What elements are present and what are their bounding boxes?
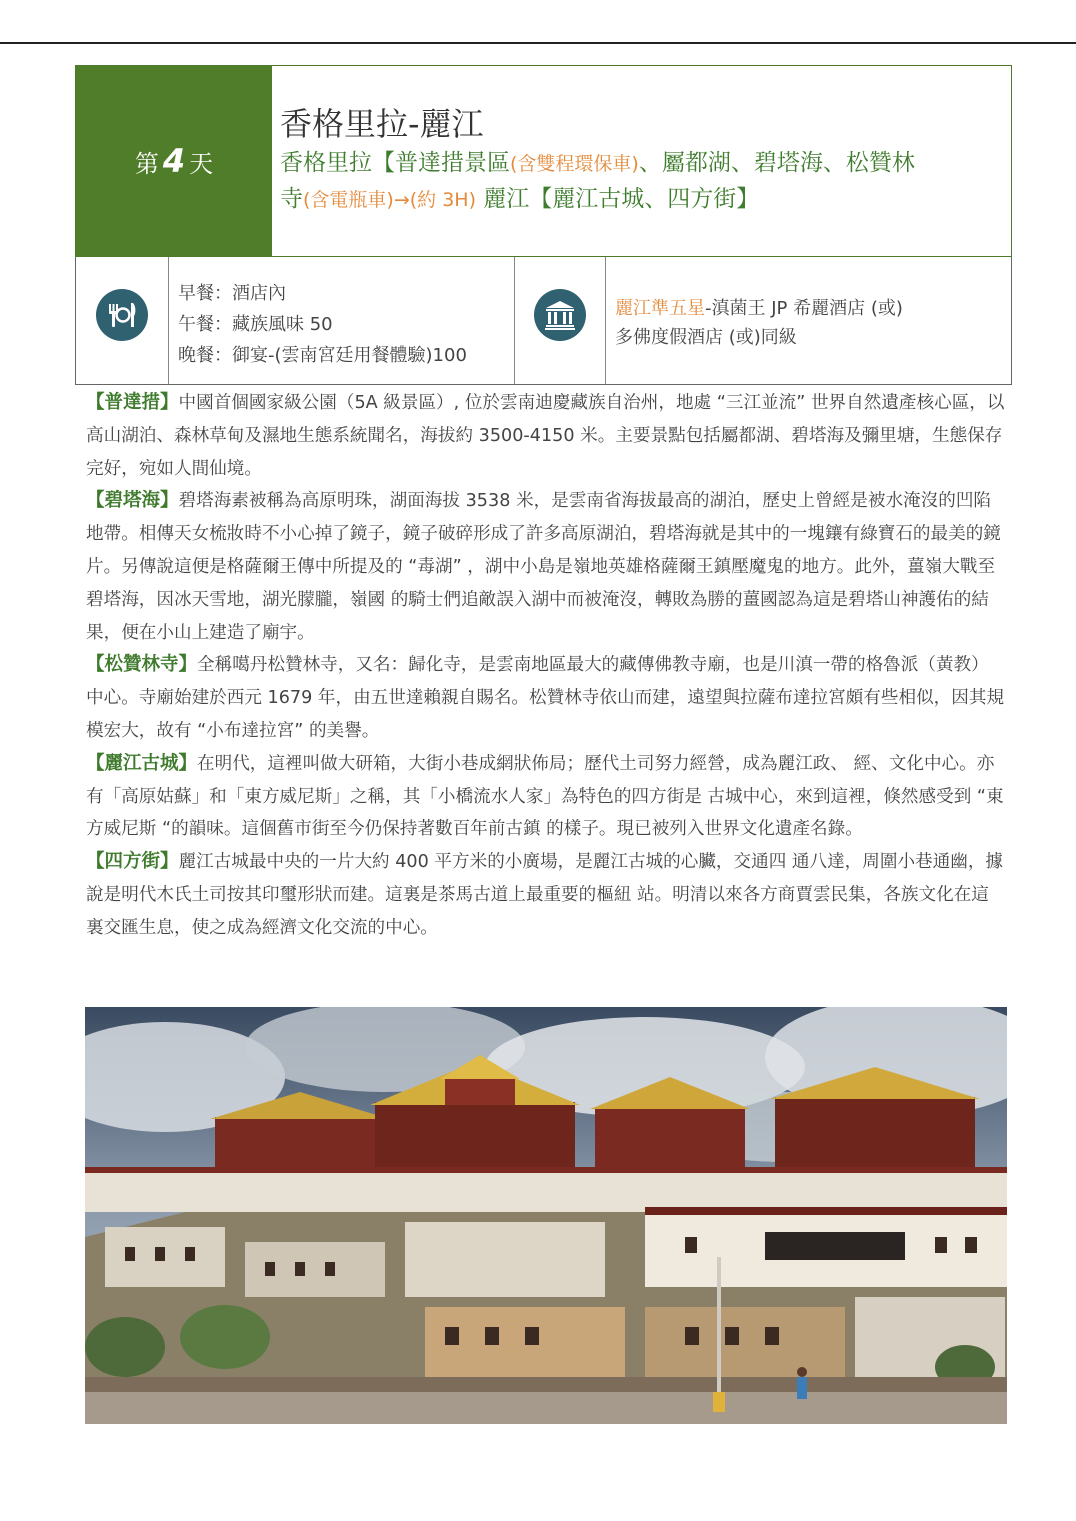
section-text: 在明代，這裡叫做大研箱，大街小巷成網狀佈局；歷代土司努力經營，成為麗江政、 經、文化中心。亦有「高原姑蘇」和「東方威尼斯」之稱，其「小橋流水人家」為特色的四方街是 古城中心，來到這裡，倏然感受到 “東方威尼斯 “的韻味。這個舊市街至今仍保持著數百年前古鎮 的樣子。現已被列入世界文化遺產名錄。 [86, 753, 1004, 840]
lunch-info: 午餐：藏族風味 50 [178, 314, 333, 335]
section-text: 碧塔海素被稱為高原明珠，湖面海拔 3538 米，是雲南省海拔最高的湖泊，歷史上曾經是被水淹沒的凹陷地帶。相傳天女梳妝時不小心掉了鏡子，鏡子破碎形成了許多高原湖泊，碧塔海就是其中的一塊鑲有綠寶石的最美的鏡片。另傳說這便是格薩爾王傳中所提及的 “毒湖” ，湖中小島是嶺地英雄格薩爾王鎮壓魔鬼的地方。此外，薑嶺大戰至碧塔海，因冰天雪地，湖光朦朧，嶺國 的騎士們追敵誤入湖中而被淹沒，轉敗為勝的薑國認為這是碧塔山神護佑的結果，便在小山上建造了廟宇。 [86, 491, 1001, 643]
route-note: (含電瓶車) [303, 189, 394, 211]
hotel-line-1 [615, 294, 1011, 323]
section-text: 中國首個國家級公園（5A 級景區）, 位於雲南迪慶藏族自治州，地處 “三江並流” 世界自然遺產核心區，以高山湖泊、森林草甸及濕地生態系統聞名，海拔約 3500-4150 米。主要景點包括屬都湖、碧塔海及彌里塘，生態保存完好，宛如人間仙境。 [86, 393, 1005, 479]
cutlery-icon [96, 289, 148, 341]
route-part: 、屬都湖、碧塔海、松贊林 [638, 150, 915, 176]
route-part: 寺 [280, 186, 303, 212]
section-pudacuo [86, 387, 1006, 485]
route-description [280, 146, 1011, 218]
hotel-building-icon [534, 289, 586, 341]
route-duration: →(約 3H) [393, 189, 476, 211]
route-part: 香格里拉【普達措景區 [280, 150, 510, 176]
breakfast-info: 早餐：酒店內 [178, 283, 286, 304]
meals-cell [168, 257, 515, 384]
page-title: 香格里拉-麗江 [280, 105, 484, 143]
hotel-name: -滇菌王 JP 希麗酒店 (或) [705, 298, 903, 319]
section-bitahai [86, 485, 1006, 649]
meal-icon-cell [76, 257, 169, 384]
day-number: 4 [162, 142, 186, 180]
section-heading: 【普達措】 [86, 392, 179, 413]
day-suffix: 天 [189, 149, 214, 178]
hotel-icon-cell [514, 257, 606, 384]
section-heading: 【麗江古城】 [86, 752, 198, 774]
hotel-grade: 麗江準五星 [615, 298, 705, 319]
monastery-photo [85, 1007, 1007, 1424]
section-lijiang-oldtown [86, 748, 1006, 846]
hotel-line-2: 多佛度假酒店 (或)同級 [615, 327, 797, 348]
section-sifang-street [86, 846, 1006, 944]
day-badge [76, 66, 272, 256]
section-heading: 【四方街】 [86, 851, 179, 873]
top-rule [0, 42, 1076, 44]
section-songzanlin [86, 649, 1006, 747]
hotel-cell [605, 257, 1011, 384]
section-text: 麗江古城最中央的一片大約 400 平方米的小廣場，是麗江古城的心臟，交通四 通八達，周圍小巷通幽，據說是明代木氏土司按其印璽形狀而建。這裏是茶馬古道上最重要的樞紐 站。明清以來各方商賈雲民集，各族文化在這裏交匯生息，使之成為經濟文化交流的中心。 [86, 852, 1004, 938]
route-note: (含雙程環保車) [510, 153, 639, 175]
section-text: 全稱噶丹松贊林寺，又名：歸化寺，是雲南地區最大的藏傳佛教寺廟，也是川滇一帶的格魯派（黃教）中心。寺廟始建於西元 1679 年，由五世達賴親自賜名。松贊林寺依山而建，遠望與拉薩布達拉宮頗有些相似，因其規模宏大，故有 “小布達拉宮” 的美譽。 [86, 655, 1005, 741]
day-header [75, 65, 1012, 257]
info-row [75, 257, 1012, 385]
section-heading: 【松贊林寺】 [86, 654, 198, 676]
title-cell [272, 66, 1011, 256]
section-heading: 【碧塔海】 [86, 490, 179, 512]
route-part: 麗江【麗江古城、四方街】 [476, 186, 760, 212]
attraction-descriptions [86, 387, 1006, 945]
day-prefix: 第 [134, 149, 159, 178]
dinner-info: 晚餐：御宴-(雲南宮廷用餐體驗)100 [178, 345, 467, 366]
